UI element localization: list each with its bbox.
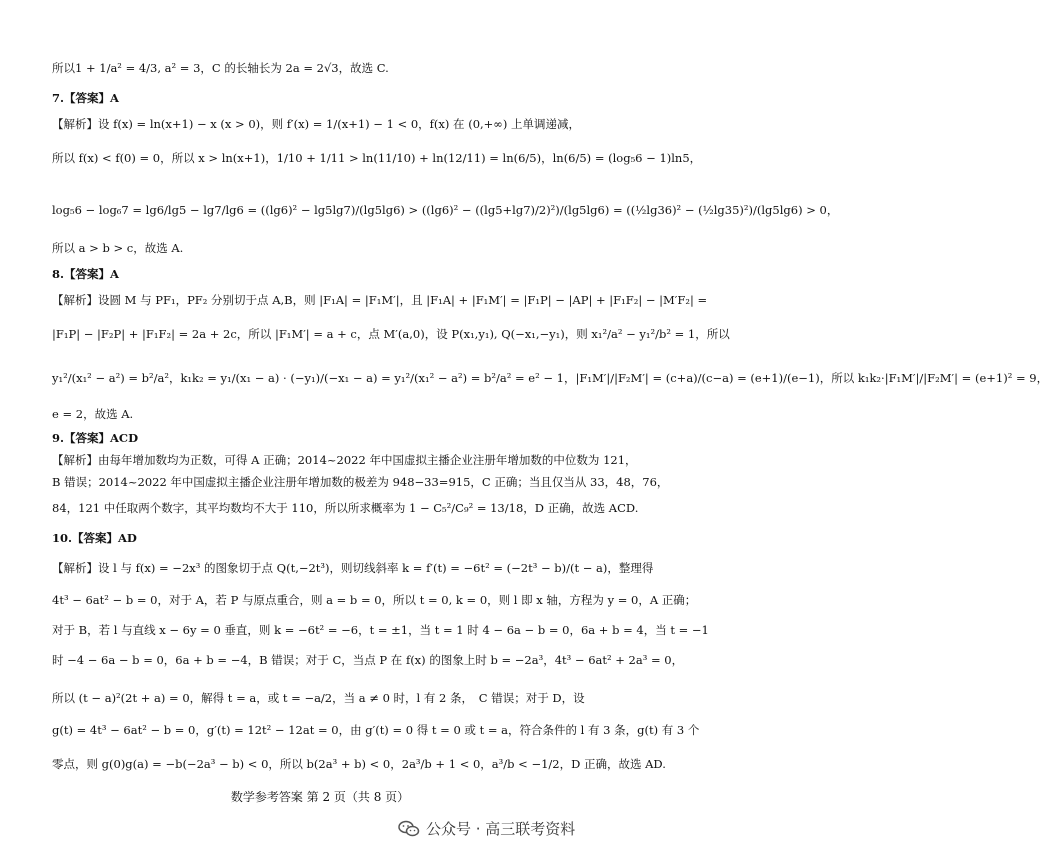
answer-heading-7: 7.【答案】A [52, 91, 119, 105]
wechat-icon [398, 820, 420, 838]
page-footer: 数学参考答案 第 2 页（共 8 页） [230, 790, 410, 804]
text-line: 对于 B，若 l 与直线 x − 6y = 0 垂直，则 k = −6t² = −6，t = ±1，当 t = 1 时 4 − 6a − b = 0，6a + b = 4，当 t = −1 [52, 623, 709, 637]
text-line: 4t³ − 6at² − b = 0，对于 A，若 P 与原点重合，则 a = b = 0，所以 t = 0, k = 0，则 l 即 x 轴，方程为 y = 0，A 正确； [52, 593, 697, 607]
text-line: g(t) = 4t³ − 6at² − b = 0，g′(t) = 12t² − 12at = 0，由 g′(t) = 0 得 t = 0 或 t = a，符合条件的 l 有 3 条，g(t) 有 3 个 [52, 723, 700, 737]
text-line: 所以 a > b > c，故选 A. [52, 241, 184, 255]
text-line: 所以1 + 1/a² = 4/3, a² = 3，C 的长轴长为 2a = 2√3，故选 C. [52, 61, 389, 75]
text-line: 【解析】由每年增加数均为正数，可得 A 正确；2014~2022 年中国虚拟主播企业注册年增加数的中位数为 121， [52, 453, 637, 467]
text-line: 【解析】设圆 M 与 PF₁，PF₂ 分别切于点 A,B，则 |F₁A| = |F₁M′|，且 |F₁A| + |F₁M′| = |F₁P| − |AP| + |F₁F₂| − |M′F₂| = [52, 293, 708, 307]
text-line: y₁²/(x₁² − a²) = b²/a²，k₁k₂ = y₁/(x₁ − a) · (−y₁)/(−x₁ − a) = y₁²/(x₁² − a²) = b²/a² = e² − 1，|F₁M′|/|F₂M′| = (c+a)/(c−a) = (e+1)/(e−1)，所以 k₁k₂·|F₁M′|/|F₂M′| = (e+1)² = 9， [52, 371, 1048, 385]
text-line: 零点，则 g(0)g(a) = −b(−2a³ − b) < 0，所以 b(2a³ + b) < 0，2a³/b + 1 < 0，a³/b < −1/2，D 正确，故选 AD. [52, 757, 666, 771]
text-line: 所以 (t − a)²(2t + a) = 0，解得 t = a，或 t = −a/2，当 a ≠ 0 时，l 有 2 条， C 错误；对于 D，设 [52, 691, 585, 705]
answer-heading-9: 9.【答案】ACD [52, 431, 139, 445]
watermark [398, 818, 575, 839]
text-line: 【解析】设 l 与 f(x) = −2x³ 的图象切于点 Q(t,−2t³)，则切线斜率 k = f′(t) = −6t² = (−2t³ − b)/(t − a)，整理得 [52, 561, 654, 575]
text-line: B 错误；2014~2022 年中国虚拟主播企业注册年增加数的极差为 948−33=915，C 正确；当且仅当从 33，48，76， [52, 475, 669, 489]
text-line: |F₁P| − |F₂P| + |F₁F₂| = 2a + 2c，所以 |F₁M′| = a + c，点 M′(a,0)，设 P(x₁,y₁), Q(−x₁,−y₁)，则 x₁²/a² − y₁²/b² = 1，所以 [52, 327, 730, 341]
text-line: e = 2，故选 A. [52, 407, 134, 421]
answer-heading-8: 8.【答案】A [52, 267, 119, 281]
text-line: 84，121 中任取两个数字，其平均数均不大于 110，所以所求概率为 1 − C₅²/C₉² = 13/18，D 正确，故选 ACD. [52, 501, 639, 515]
text-line: 所以 f(x) < f(0) = 0，所以 x > ln(x+1)，1/10 + 1/11 > ln(11/10) + ln(12/11) = ln(6/5)，ln(6/5) = (log₅6 − 1)ln5， [52, 151, 702, 165]
watermark-text: 公众号 · 高三联考资料 [426, 820, 576, 838]
answer-heading-10: 10.【答案】AD [52, 531, 137, 545]
text-line: 【解析】设 f(x) = ln(x+1) − x (x > 0)，则 f′(x) = 1/(x+1) − 1 < 0，f(x) 在 (0,+∞) 上单调递减， [52, 117, 581, 131]
text-line: log₅6 − log₆7 = lg6/lg5 − lg7/lg6 = ((lg6)² − lg5lg7)/(lg5lg6) > ((lg6)² − ((lg5+lg7)/2)²)/(lg5lg6) = ((½lg36)² − (½lg35)²)/(lg5lg6) > 0， [52, 203, 839, 217]
text-line: 时 −4 − 6a − b = 0，6a + b = −4，B 错误；对于 C，当点 P 在 f(x) 的图象上时 b = −2a³，4t³ − 6at² + 2a³ = 0， [52, 653, 684, 667]
